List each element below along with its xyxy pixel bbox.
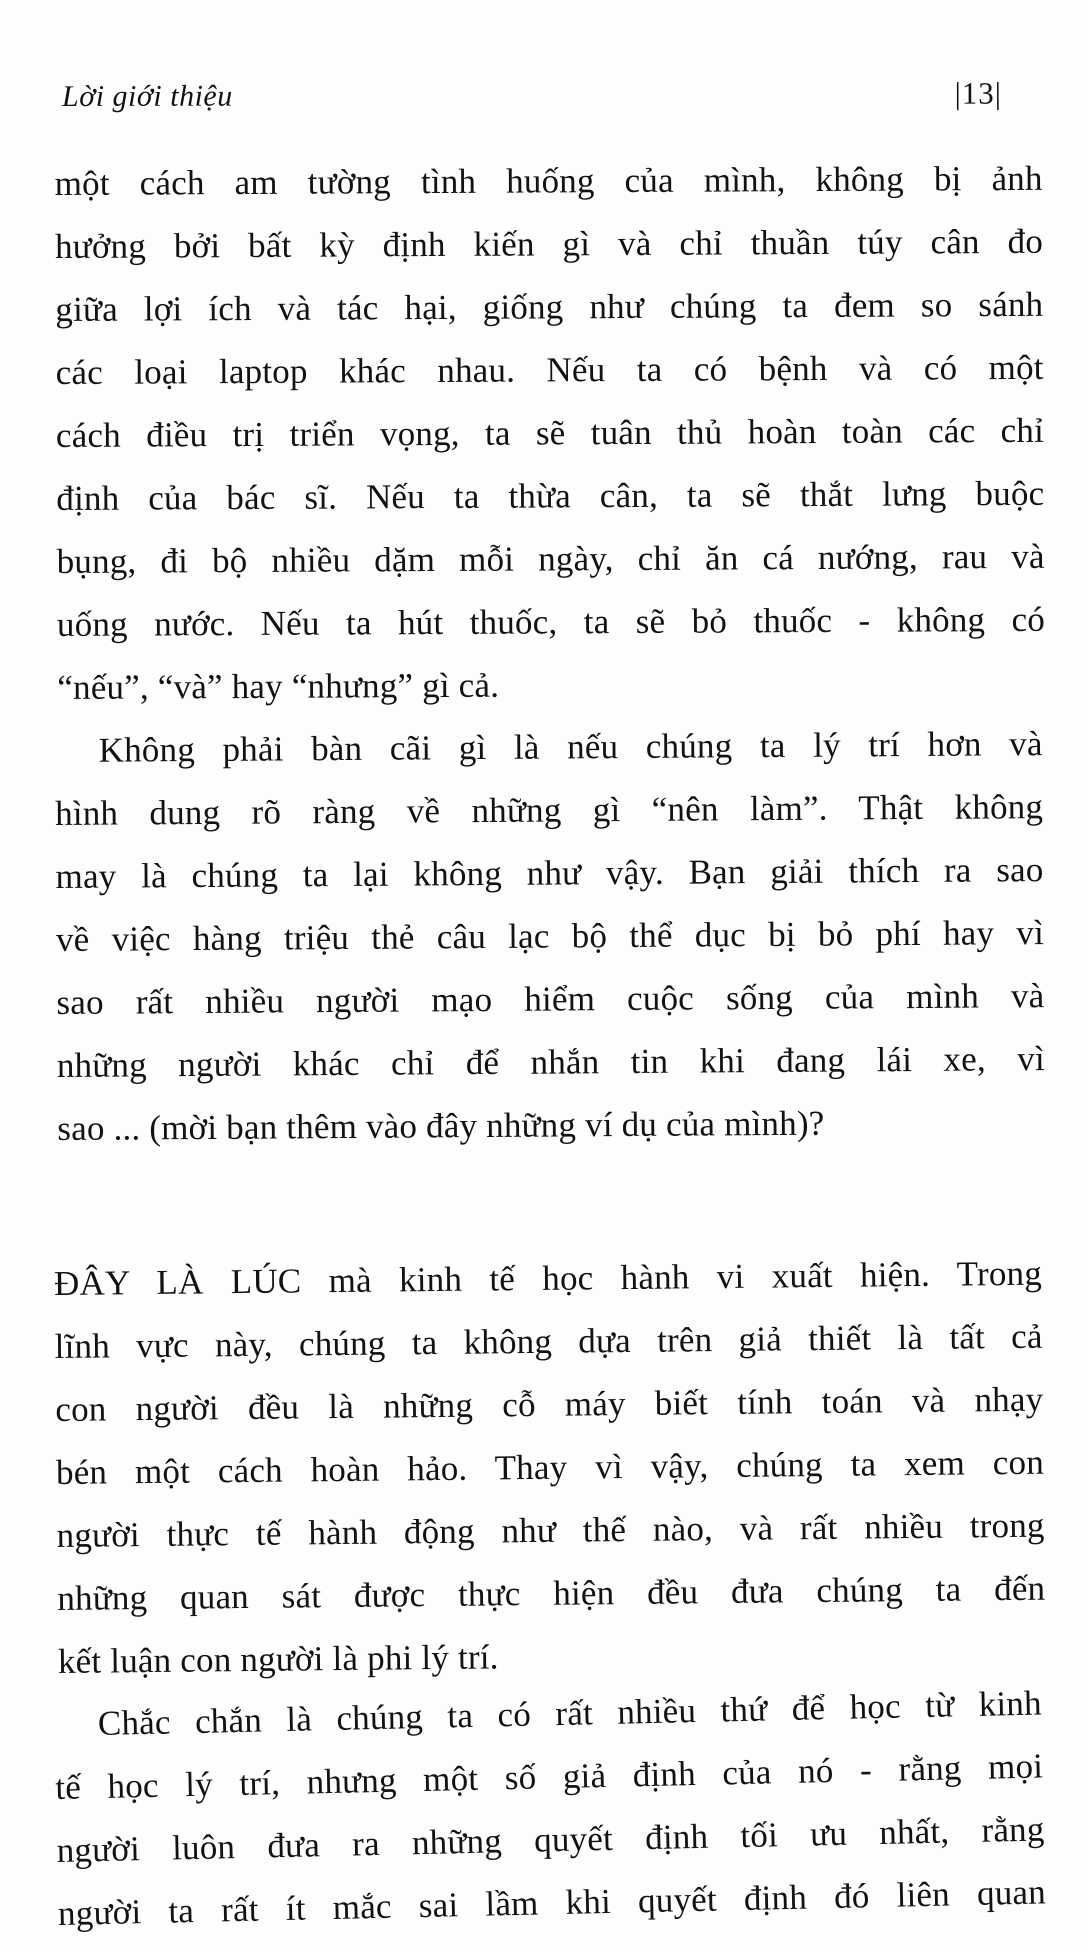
running-header bbox=[62, 73, 1040, 117]
text-line: người luôn đưa ra những quyết định tối ưu nhất, rằng bbox=[56, 1809, 1045, 1870]
text-line: bén một cách hoàn hảo. Thay vì vậy, chúng ta xem con bbox=[55, 1442, 1045, 1492]
text-line: người ta rất ít mắc sai lầm khi quyết định đó liên quan bbox=[57, 1872, 1047, 1933]
page-number: |13| bbox=[954, 75, 1003, 111]
running-title: Lời giới thiệu bbox=[61, 79, 233, 113]
text-line: định của bác sĩ. Nếu ta thừa cân, ta sẽ thắt lưng buộc bbox=[56, 473, 1045, 518]
text-line: sao rất nhiều người mạo hiểm cuộc sống của mình và bbox=[56, 976, 1045, 1022]
text-line: “nếu”, “và” hay “nhưng” gì cả. bbox=[57, 665, 500, 707]
text-line: hình dung rõ ràng về những gì “nên làm”. Thật không bbox=[54, 787, 1044, 834]
text-line: sao ... (mời bạn thêm vào đây những ví dụ của mình)? bbox=[57, 1103, 825, 1148]
text-line: tế học lý trí, nhưng một số giả định của nó - rằng mọi bbox=[54, 1746, 1044, 1808]
text-line: Không phải bàn cãi gì là nếu chúng ta lý trí hơn và bbox=[98, 724, 1043, 770]
text-line: người thực tế hành động như thế nào, và rất nhiều trong bbox=[56, 1505, 1045, 1555]
text-line: bụng, đi bộ nhiều dặm mỗi ngày, chỉ ăn cá nướng, rau và bbox=[56, 536, 1045, 581]
text-line: về việc hàng triệu thẻ câu lạc bộ thể dục bị bỏ phí hay vì bbox=[55, 913, 1045, 959]
text-line: các loại laptop khác nhau. Nếu ta có bệnh và có một bbox=[55, 347, 1044, 393]
text-line: giữa lợi ích và tác hại, giống như chúng ta đem so sánh bbox=[55, 284, 1044, 330]
text-line: những quan sát được thực hiện đều đưa chúng ta đến bbox=[57, 1568, 1046, 1618]
text-line: cách điều trị triển vọng, ta sẽ tuân thủ hoàn toàn các chỉ bbox=[55, 410, 1045, 455]
paragraph-indented bbox=[54, 712, 1045, 1160]
text-line: hưởng bởi bất kỳ định kiến gì và chỉ thuần túy cân đo bbox=[54, 221, 1044, 267]
paragraph-section-start bbox=[54, 1242, 1047, 1693]
text-line: những người khác chỉ để nhắn tin khi đang lái xe, vì bbox=[56, 1039, 1045, 1085]
text-line: may là chúng ta lại không như vậy. Bạn giải thích ra sao bbox=[55, 850, 1044, 897]
text-line: uống nước. Nếu ta hút thuốc, ta sẽ bỏ thuốc - không có bbox=[56, 599, 1046, 644]
text-line: một cách am tường tình huống của mình, không bị ảnh bbox=[54, 158, 1043, 204]
text-line: con người đều là những cỗ máy biết tính toán và nhạy bbox=[55, 1379, 1044, 1430]
paragraph-continued-from-previous-page bbox=[55, 147, 1046, 719]
text-line: Chắc chắn là chúng ta có rất nhiều thứ để học từ kinh bbox=[97, 1683, 1043, 1744]
text-line: ĐÂY LÀ LÚC mà kinh tế học hành vi xuất hiện. Trong bbox=[53, 1253, 1043, 1304]
page-body bbox=[53, 152, 1047, 1945]
text-line: kết luận con người là phi lý trí. bbox=[57, 1637, 499, 1681]
paragraph-continues-next-page bbox=[53, 1671, 1046, 1944]
text-line: lĩnh vực này, chúng ta không dựa trên giả thiết là tất cả bbox=[54, 1316, 1043, 1367]
